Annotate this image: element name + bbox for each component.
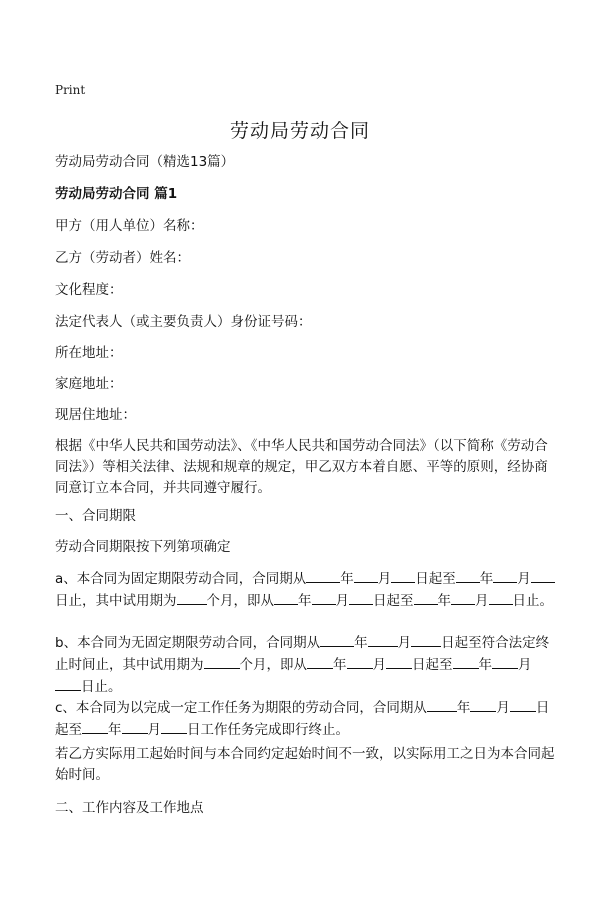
clause-text: 月 — [147, 722, 161, 738]
blank-line — [453, 654, 479, 669]
document-title: 劳动局劳动合同 — [229, 120, 370, 142]
blank-line — [414, 590, 438, 605]
field-employer: 甲方（用人单位）名称： — [55, 218, 204, 234]
clause-text: 月 — [335, 593, 349, 609]
clause-text: 日止。 — [81, 679, 122, 695]
blank-line — [368, 632, 398, 647]
field-employee: 乙方（劳动者）姓名： — [55, 250, 190, 266]
clause-text: 月 — [475, 593, 489, 609]
blank-line — [347, 654, 373, 669]
clause-text: c、本合同为以完成一定工作任务为期限的劳动合同，合同期从 — [55, 700, 427, 716]
clause-text: 日起至符合法定终止时间止，其中试用期为 — [55, 635, 550, 673]
clause-a — [55, 568, 555, 612]
field-representative: 法定代表人（或主要负责人）身份证号码： — [55, 314, 312, 330]
clause-text: 年 — [437, 593, 451, 609]
blank-line — [177, 590, 207, 605]
field-education: 文化程度： — [55, 282, 123, 298]
preamble-paragraph: 根据《中华人民共和国劳动法》、《中华人民共和国劳动合同法》（以下简称《劳动合同法》）等相关法律、法规和规章的规定，甲乙双方本着自愿、平等的原则，经协商同意订立本合同，并共同遵守履行。 — [55, 438, 548, 496]
blank-line — [386, 654, 412, 669]
clause-text: 月 — [377, 571, 392, 587]
clause-text: 个月，即从 — [206, 593, 274, 609]
blank-line — [161, 719, 187, 734]
blank-line — [531, 568, 555, 583]
clause-text: 月 — [518, 657, 532, 673]
section2-title: 二、工作内容及工作地点 — [55, 800, 204, 816]
blank-line — [427, 697, 457, 712]
clause-text: 年 — [340, 571, 354, 587]
blank-line — [489, 590, 513, 605]
clause-b — [55, 632, 555, 698]
clause-text: 年 — [354, 635, 368, 651]
clause-text: 日止。 — [512, 593, 553, 609]
clause-text: 日起至 — [415, 571, 456, 587]
clause-text: b、本合同为无固定期限劳动合同，合同期从 — [55, 635, 321, 651]
blank-line — [493, 568, 517, 583]
blank-line — [510, 697, 536, 712]
blank-line — [122, 719, 148, 734]
blank-line — [391, 568, 415, 583]
clause-text: 月 — [397, 635, 412, 651]
blank-line — [204, 654, 240, 669]
section1-title: 一、合同期限 — [55, 508, 136, 524]
blank-line — [470, 697, 496, 712]
clause-text: a、本合同为固定期限劳动合同，合同期从 — [55, 571, 307, 587]
blank-line — [55, 676, 81, 691]
section1-intro: 劳动合同期限按下列第项确定 — [55, 539, 231, 555]
field-location: 所在地址： — [55, 345, 123, 361]
blank-line — [306, 568, 340, 583]
section-heading: 劳动局劳动合同 篇1 — [55, 186, 178, 202]
field-home: 家庭地址： — [55, 376, 123, 392]
clause-text: 年 — [478, 657, 492, 673]
blank-line — [354, 568, 378, 583]
clause-text: 日工作任务完成即行终止。 — [187, 722, 349, 738]
print-label: Print — [55, 83, 86, 97]
blank-line — [349, 590, 373, 605]
document-subtitle: 劳动局劳动合同（精选13篇） — [55, 154, 235, 170]
clause-text: 年 — [298, 593, 312, 609]
clause-text: 月 — [517, 571, 531, 587]
blank-line — [492, 654, 518, 669]
blank-line — [312, 590, 336, 605]
clause-text: 年 — [456, 700, 471, 716]
blank-line — [307, 654, 333, 669]
clause-text: 日起至 — [412, 657, 453, 673]
blank-line — [456, 568, 480, 583]
field-residence: 现居住地址： — [55, 407, 136, 423]
blank-line — [82, 719, 108, 734]
clause-c — [55, 697, 555, 741]
blank-line — [451, 590, 475, 605]
blank-line — [274, 590, 298, 605]
clause-text: 月 — [496, 700, 510, 716]
blank-line — [320, 632, 354, 647]
clause-text: 日止，其中试用期为 — [55, 593, 177, 609]
clause-text: 年 — [108, 722, 122, 738]
clause-text: 个月，即从 — [239, 657, 307, 673]
clause-text: 日起至 — [55, 700, 550, 738]
clause-text: 年 — [333, 657, 347, 673]
clause-text: 月 — [372, 657, 386, 673]
clause-text: 年 — [479, 571, 494, 587]
blank-line — [411, 632, 441, 647]
clause-text: 日起至 — [373, 593, 414, 609]
start-time-note: 若乙方实际用工起始时间与本合同约定起始时间不一致，以实际用工之日为本合同起始时间。 — [55, 746, 555, 783]
